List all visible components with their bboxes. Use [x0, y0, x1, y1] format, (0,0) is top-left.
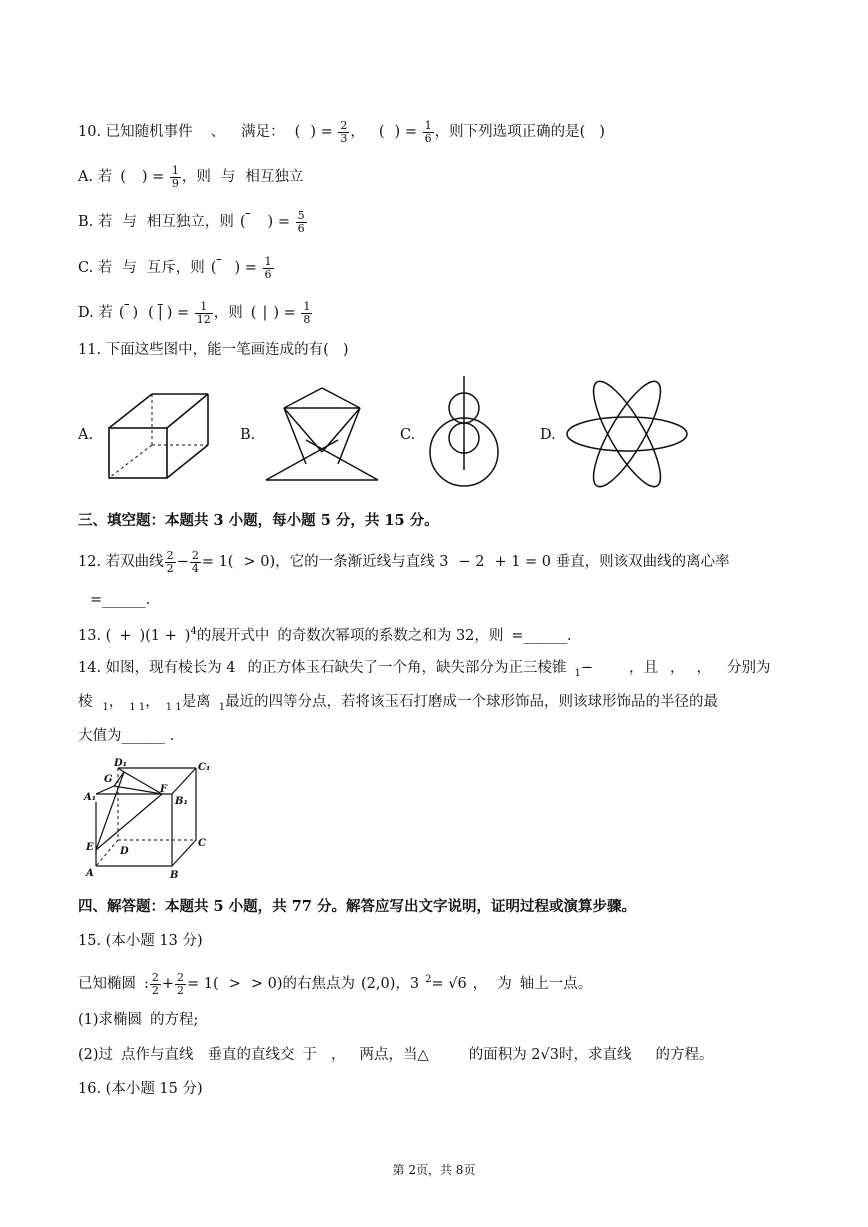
q15-part2: (2)过 点作与直线 垂直的直线交 于 ， 两点，当△ 的面积为 2√3时，求直线 的方程。 — [78, 1047, 714, 1063]
figure-label-a: A. — [78, 427, 94, 443]
q11-stem: 11. 下面这些图中，能一笔画连成的有( ) — [78, 342, 349, 358]
q10-option-d: D. 若 ( ) ( | ) = $\frac{1}{12}$ ，则 ( | ) = $\frac{1}{8}$ — [78, 300, 311, 326]
q15-stem: 已知椭圆 : $\frac{2}{2}$ + $\frac{2}{2}$ = 1( > > 0)的右焦点为 (2,0)，3 $^2$= √6 ， 为 轴上一点。 — [78, 971, 593, 997]
cube-label-c: C — [198, 838, 206, 849]
section-3-heading: 三、填空题：本题共 3 小题，每小题 5 分，共 15 分。 — [78, 512, 439, 529]
figure-label-c: C. — [400, 427, 416, 443]
fraction: $\frac{2}{4}$ — [191, 549, 199, 575]
fraction: $\frac{1}{6}$ — [264, 255, 272, 281]
cube-label-d1: D₁ — [114, 758, 128, 769]
q14-line2: 棱 $_1$， $_{1 1}$， $_{1 1}$是离 $_1$最近的四等分点，若将该玉石打磨成一个球形饰品，则该球形饰品的半径的最 — [78, 694, 719, 713]
fraction: $\frac{2}{2}$ — [166, 549, 174, 575]
q10-stem: 10. 已知随机事件 、 满足： ( ) = $\frac{2}{3}$ ， ( ) = $\frac{1}{6}$ ，则下列选项正确的是( ) — [78, 119, 605, 145]
fraction: $\frac{1}{8}$ — [303, 300, 311, 326]
atom-orbits-figure — [562, 376, 692, 492]
cuboid-figure — [104, 390, 214, 482]
q12-line2: =______. — [90, 592, 151, 608]
q10-option-b: B. 若 与 相互独立，则 ( ) = $\frac{5}{6}$ — [78, 209, 305, 235]
fraction: $\frac{2}{2}$ — [177, 971, 185, 997]
figure-label-b: B. — [240, 427, 256, 443]
fraction: $\frac{2}{3}$ — [340, 119, 348, 145]
fraction: $\frac{1}{12}$ — [196, 300, 211, 326]
q12-line1: 12. 若双曲线 $\frac{2}{2}$ − $\frac{2}{4}$ = 1( > 0)，它的一条渐近线与直线 3 − 2 + 1 = 0 垂直，则该双曲线的离心率 — [78, 549, 730, 575]
q15-heading: 15. (本小题 13 分) — [78, 933, 203, 949]
cube-figure — [80, 756, 220, 882]
q10-option-a: A. 若 ( ) = $\frac{1}{9}$ ，则 与 相互独立 — [78, 164, 304, 190]
q10-option-c: C. 若 与 互斥，则 ( ) = $\frac{1}{6}$ — [78, 255, 272, 281]
cube-label-c1: C₁ — [198, 762, 211, 773]
section-4-heading: 四、解答题：本题共 5 小题，共 77 分。解答应写出文字说明，证明过程或演算步骤。 — [78, 898, 636, 915]
cube-label-b1: B₁ — [175, 796, 188, 807]
q15-part1: (1)求椭圆 的方程; — [78, 1012, 199, 1028]
q14-line1: 14. 如图，现有棱长为 4 的正方体玉石缺失了一个角，缺失部分为正三棱锥 $_1$− ，且 ， ， 分别为 — [78, 660, 771, 679]
cube-label-f: F — [160, 784, 168, 795]
fraction: $\frac{1}{9}$ — [171, 164, 179, 190]
fraction: $\frac{5}{6}$ — [297, 209, 305, 235]
fraction: $\frac{1}{6}$ — [424, 119, 432, 145]
cube-label-d: D — [120, 846, 129, 857]
cube-label-a1: A₁ — [84, 792, 97, 803]
cube-label-a: A — [86, 868, 94, 879]
q16-heading: 16. (本小题 15 分) — [78, 1081, 203, 1097]
fraction: $\frac{2}{2}$ — [151, 971, 159, 997]
figure-label-d: D. — [540, 427, 556, 443]
q14-line3: 大值为______ . — [78, 728, 175, 744]
cube-label-g: G — [104, 774, 113, 785]
q13-line: 13. ( + )$(1 + )^4$的展开式中 的奇数次幂项的系数之和为 32，则 =______. — [78, 626, 572, 644]
crossed-triangles-figure — [262, 384, 382, 484]
page-footer: 第 2页，共 8页 — [392, 1163, 476, 1177]
cube-label-e: E — [86, 842, 94, 853]
cube-label-b: B — [170, 870, 179, 881]
stacked-circles-figure — [424, 372, 504, 492]
